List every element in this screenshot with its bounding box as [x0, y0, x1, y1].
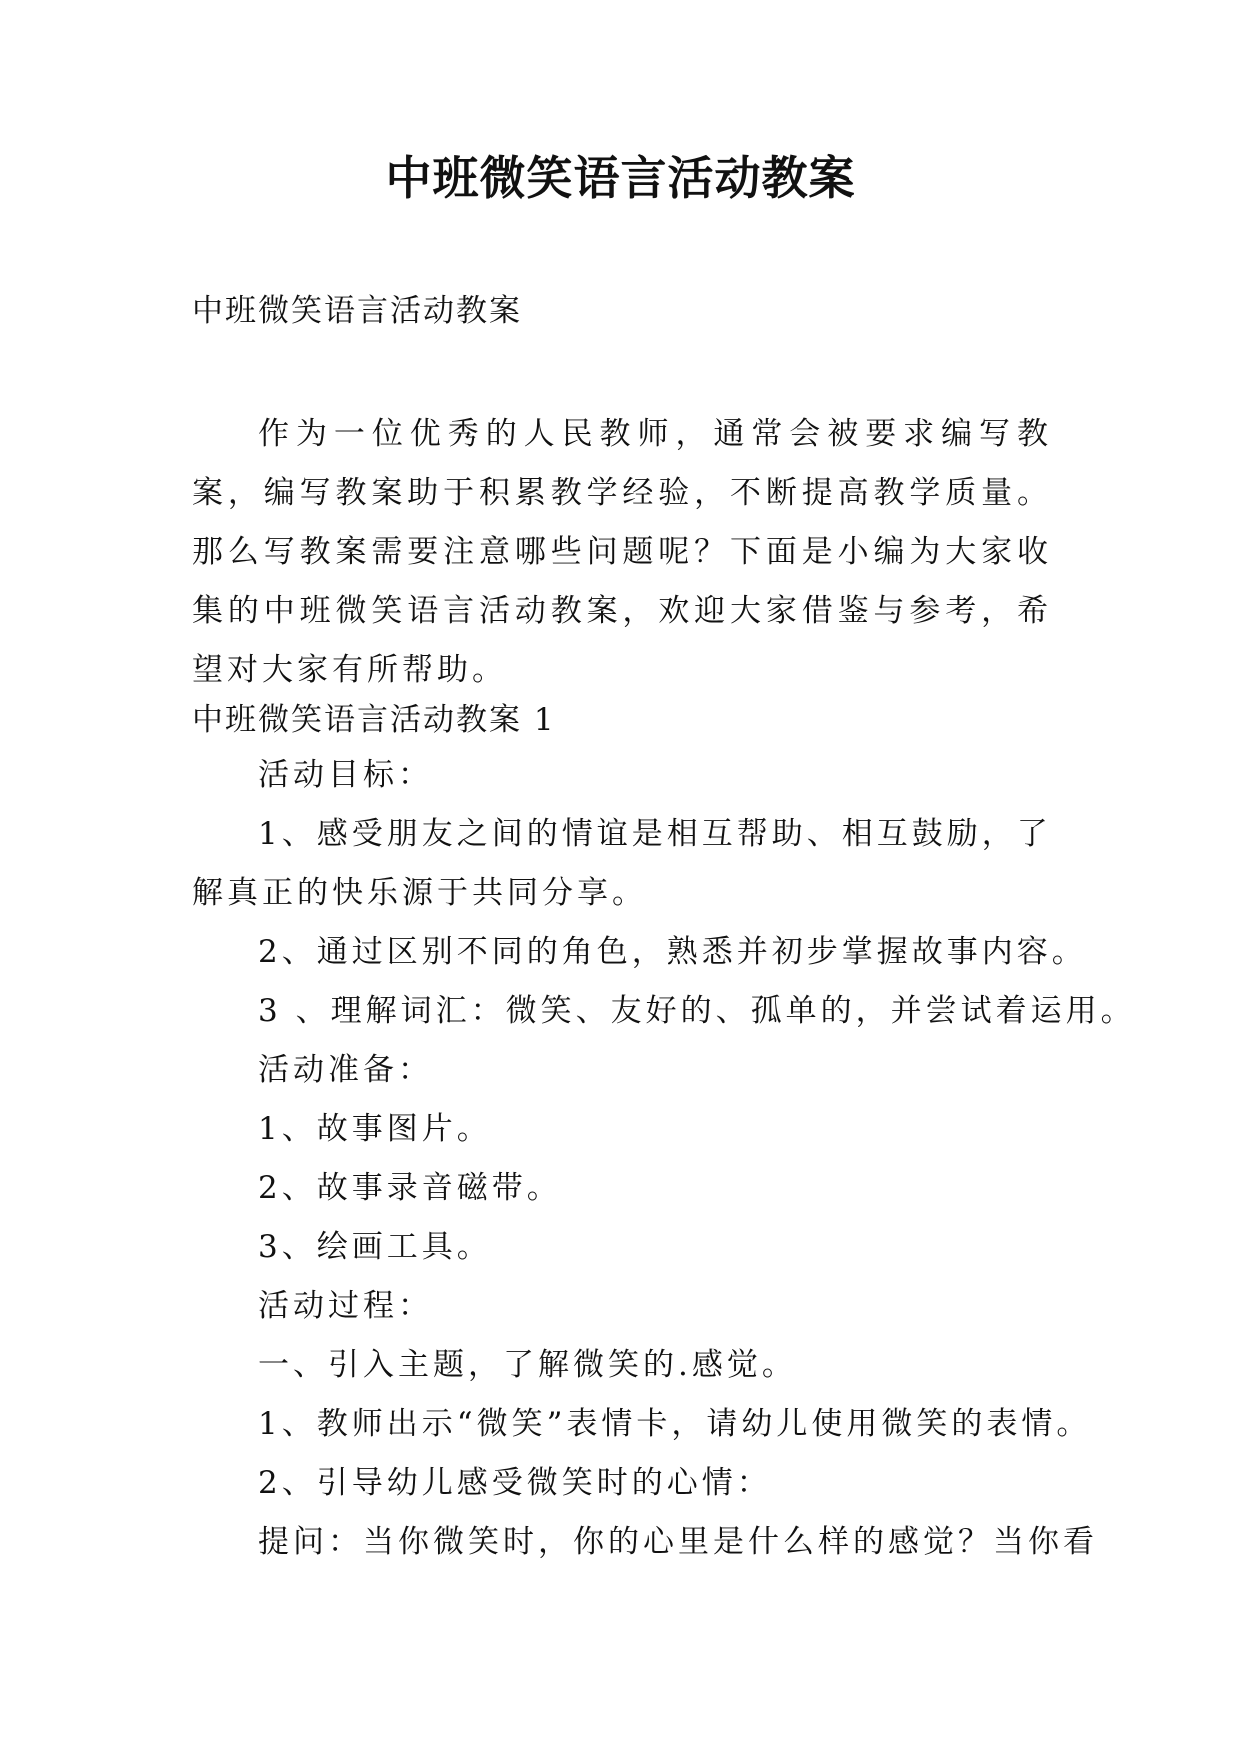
prep-item-3: 3、绘画工具。	[258, 1229, 492, 1265]
document-subtitle: 中班微笑语言活动教案	[192, 293, 522, 329]
process-step-1: 一、引入主题，了解微笑的.感觉。	[258, 1347, 797, 1383]
heading-activity-goals: 活动目标：	[258, 757, 433, 793]
section-heading: 中班微笑语言活动教案 1	[192, 702, 556, 738]
question-paragraph: 提问：当你微笑时，你的心里是什么样的感觉？当你看	[258, 1524, 1098, 1560]
intro-paragraph: 作为一位优秀的人民教师，通常会被要求编写教案，编写教案助于积累教学经验，不断提高教学质量。那么写教案需要注意哪些问题呢？下面是小编为大家收集的中班微笑语言活动教案，欢迎大家借鉴与参考，希望对大家有所帮助。	[192, 416, 1052, 688]
goal-item-3: 3 、理解词汇：微笑、友好的、孤单的，并尝试着运用。	[258, 993, 1136, 1029]
process-item-1: 1、教师出示“微笑”表情卡，请幼儿使用微笑的表情。	[258, 1406, 1092, 1442]
prep-item-2: 2、故事录音磁带。	[258, 1170, 562, 1206]
prep-item-1: 1、故事图片。	[258, 1111, 492, 1147]
heading-activity-preparation: 活动准备：	[258, 1052, 433, 1088]
goal-item-1: 1、感受朋友之间的情谊是相互帮助、相互鼓励，了解真正的快乐源于共同分享。	[192, 816, 1052, 911]
process-item-2: 2、引导幼儿感受微笑时的心情：	[258, 1465, 772, 1501]
document-title: 中班微笑语言活动教案	[385, 151, 856, 205]
goal-item-2: 2、通过区别不同的角色，熟悉并初步掌握故事内容。	[258, 934, 1087, 970]
heading-activity-process: 活动过程：	[258, 1288, 433, 1324]
lesson-body	[192, 746, 1136, 1572]
